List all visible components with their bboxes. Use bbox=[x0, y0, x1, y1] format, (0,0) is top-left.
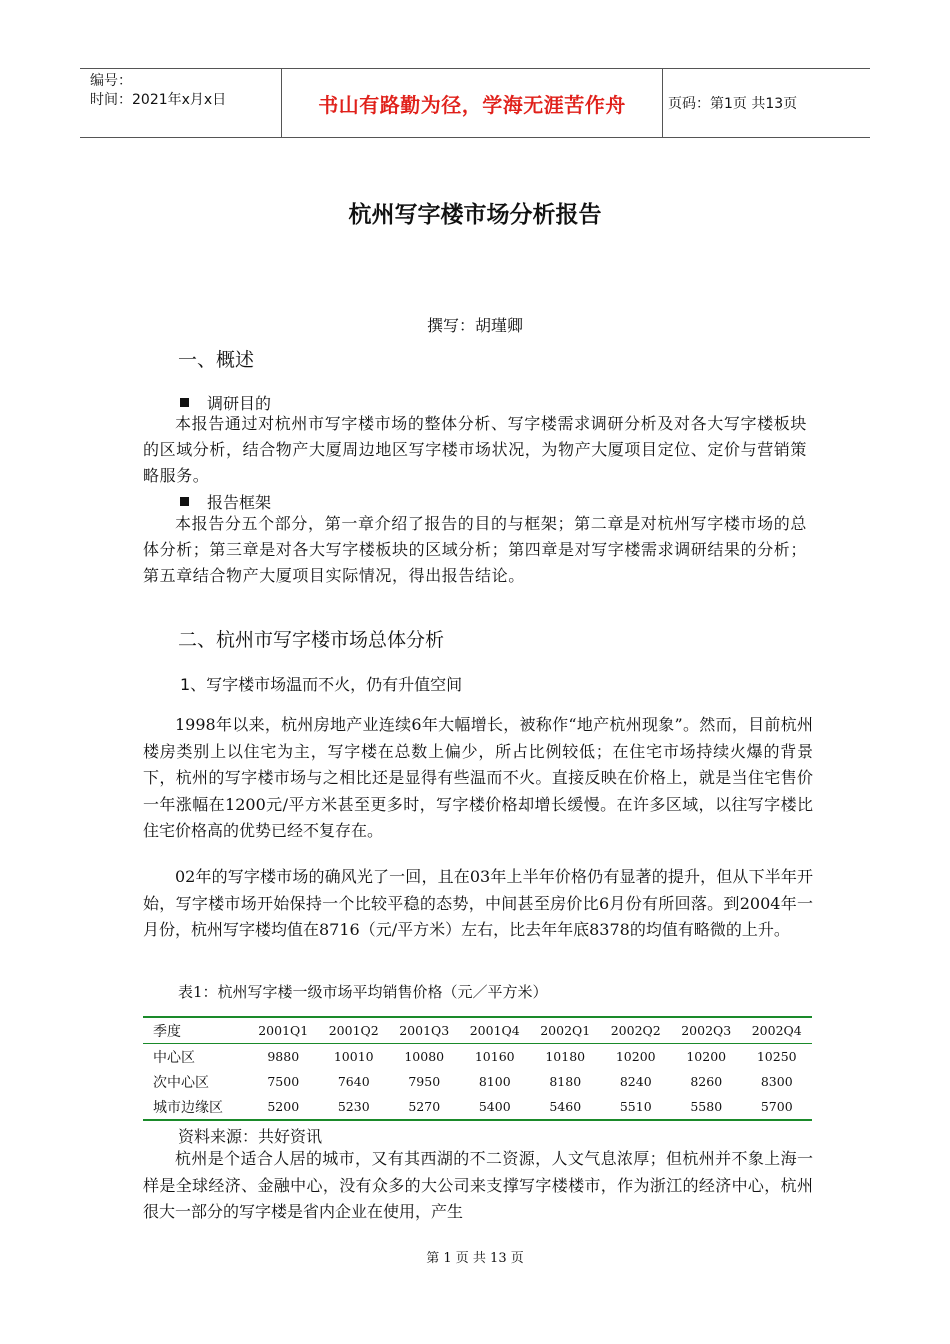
table-row bbox=[143, 1044, 812, 1070]
author-line: 撰写：胡瑾卿 bbox=[426, 316, 523, 335]
header-motto-cell bbox=[281, 69, 663, 137]
bullet-label: 调研目的 bbox=[207, 394, 272, 413]
paragraph-market-overview: 1998年以来，杭州房地产业连续6年大幅增长，被称作“地产杭州现象”。然而，目前杭州楼房类别上以住宅为主，写字楼在总数上偏少，所占比例较低；在住宅市场持续火爆的背景下，杭州的写字楼市场与之相比还是显得有些温而不火。直接反映在价格上，就是当住宅售价一年涨幅在1200元/平方米甚至更多时，写字楼价格却增长缓慢。在许多区域，以往写字楼比住宅价格高的优势已经不复存在。 bbox=[143, 715, 813, 840]
paragraph-framework: 本报告分五个部分，第一章介绍了报告的目的与框架；第二章是对杭州写字楼市场的总体分析；第三章是对各大写字楼板块的区域分析；第四章是对写字楼需求调研结果的分析；第五章结合物产大厦项目实际情况，得出报告结论。 bbox=[143, 514, 808, 585]
table-caption: 表1：杭州写字楼一级市场平均销售价格（元／平方米） bbox=[178, 983, 548, 1001]
header-motto: 书山有路勤为径，学海无涯苦作舟 bbox=[318, 92, 626, 117]
table-cell: 8100 bbox=[478, 1074, 511, 1089]
table-cell: 10160 bbox=[474, 1049, 515, 1064]
table-cell: 8300 bbox=[760, 1074, 793, 1089]
square-bullet-icon bbox=[180, 398, 189, 407]
table-cell: 5230 bbox=[337, 1099, 370, 1114]
col-header: 2001Q3 bbox=[399, 1023, 450, 1038]
col-header: 2002Q2 bbox=[610, 1023, 661, 1038]
col-header: 2001Q2 bbox=[328, 1023, 379, 1038]
table-cell: 9880 bbox=[267, 1049, 300, 1064]
paragraph-hangzhou-context: 杭州是个适合人居的城市，又有其西湖的不二资源，人文气息浓厚；但杭州并不象上海一样是全球经济、金融中心，没有众多的大公司来支撑写字楼楼市，作为浙江的经济中心，杭州很大一部分的写字楼是省内企业在使用，产生 bbox=[143, 1149, 813, 1221]
doc-date: 时间：2021年x月x日 bbox=[90, 92, 227, 108]
col-header: 2002Q4 bbox=[751, 1023, 802, 1038]
section-2-heading: 二、杭州市写字楼市场总体分析 bbox=[178, 629, 445, 651]
table-cell: 10010 bbox=[333, 1049, 374, 1064]
table-source: 资料来源：共好资讯 bbox=[178, 1127, 323, 1146]
table-cell: 5400 bbox=[478, 1099, 511, 1114]
table-cell: 10200 bbox=[686, 1049, 727, 1064]
table-cell: 7640 bbox=[337, 1074, 370, 1089]
table-cell: 10200 bbox=[615, 1049, 656, 1064]
page-footer: 第 1 页 共 13 页 bbox=[426, 1251, 524, 1266]
document-title: 杭州写字楼市场分析报告 bbox=[348, 202, 602, 228]
table-header-row bbox=[143, 1017, 812, 1044]
row-label: 城市边缘区 bbox=[153, 1099, 223, 1116]
paragraph-2002-market: 02年的写字楼市场的确风光了一回，且在03年上半年价格仍有显著的提升，但从下半年开始，写字楼市场开始保持一个比较平稳的态势，中间甚至房价比6月份有所回落。到2004年一月份，杭州写字楼均值在8716（元/平方米）左右，比去年年底8378的均值有略微的上升。 bbox=[143, 867, 813, 939]
table-cell: 7950 bbox=[408, 1074, 441, 1089]
paragraph-purpose: 本报告通过对杭州市写字楼市场的整体分析、写字楼需求调研分析及对各大写字楼板块的区域分析，结合物产大厦周边地区写字楼市场状况，为物产大厦项目定位、定价与营销策略服务。 bbox=[143, 414, 808, 485]
row-label: 次中心区 bbox=[153, 1074, 209, 1091]
table-cell: 8260 bbox=[690, 1074, 723, 1089]
doc-number-label: 编号： bbox=[90, 73, 132, 89]
section-1-heading: 一、概述 bbox=[178, 349, 255, 371]
table-cell: 8180 bbox=[549, 1074, 582, 1089]
col-header: 季度 bbox=[153, 1023, 181, 1040]
table-row bbox=[143, 1069, 812, 1094]
table-cell: 8240 bbox=[619, 1074, 652, 1089]
table-cell: 10080 bbox=[404, 1049, 445, 1064]
bullet-label: 报告框架 bbox=[207, 493, 272, 512]
table-cell: 5580 bbox=[690, 1099, 723, 1114]
table-cell: 10250 bbox=[756, 1049, 797, 1064]
table-cell: 7500 bbox=[267, 1074, 300, 1089]
table-row bbox=[143, 1094, 812, 1120]
header-page-info: 页码：第1页 共13页 bbox=[668, 96, 798, 112]
row-label: 中心区 bbox=[153, 1049, 195, 1066]
col-header: 2001Q1 bbox=[258, 1023, 309, 1038]
price-table bbox=[143, 1016, 812, 1121]
table-cell: 5510 bbox=[619, 1099, 652, 1114]
col-header: 2001Q4 bbox=[469, 1023, 520, 1038]
bullet-report-framework bbox=[180, 490, 271, 513]
table-cell: 5270 bbox=[408, 1099, 441, 1114]
page-header bbox=[80, 68, 870, 138]
col-header: 2002Q3 bbox=[681, 1023, 732, 1038]
subsection-2-1-heading: 1、写字楼市场温而不火，仍有升值空间 bbox=[180, 675, 463, 694]
table-cell: 5200 bbox=[267, 1099, 300, 1114]
col-header: 2002Q1 bbox=[540, 1023, 591, 1038]
table-cell: 5460 bbox=[549, 1099, 582, 1114]
header-meta bbox=[80, 69, 280, 137]
square-bullet-icon bbox=[180, 497, 189, 506]
table-cell: 10180 bbox=[545, 1049, 586, 1064]
table-cell: 5700 bbox=[760, 1099, 793, 1114]
